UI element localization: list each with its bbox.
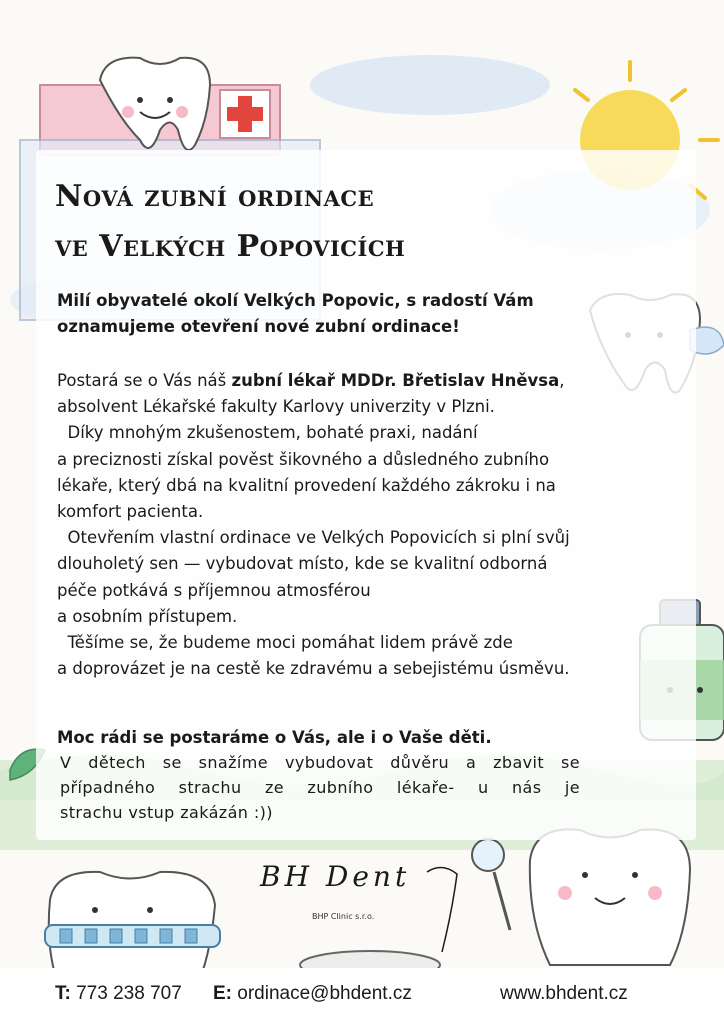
- body-line: Díky mnohým zkušenostem, bohaté praxi, nadání: [57, 423, 478, 443]
- body-line: a doprovázet je na cestě ke zdravému a sebejistému úsměvu.: [57, 659, 570, 679]
- body-line: lékaře, který dbá na kvalitní provedení každého zákroku i na: [57, 475, 556, 495]
- intro-line-2: oznamujeme otevření nové zubní ordinace!: [57, 317, 460, 336]
- body-line: absolvent Lékařské fakulty Karlovy univerzity v Plzni.: [57, 397, 495, 417]
- body-suffix: ,: [559, 371, 565, 390]
- phone-label: T:: [55, 983, 71, 1004]
- body-line: péče potkává s příjemnou atmosférou: [57, 580, 371, 600]
- website-link[interactable]: www.bhdent.cz: [500, 983, 628, 1004]
- logo-name: BH Dent: [260, 860, 411, 893]
- body-line: dlouholetý sen — vybudovat místo, kde se kvalitní odborná: [57, 554, 548, 574]
- body-prefix: Postará se o Vás náš: [57, 371, 232, 390]
- footer-email: [213, 983, 412, 1005]
- kids-line-2: případného strachu ze zubního lékaře- u nás je: [60, 778, 580, 797]
- intro-paragraph: [57, 288, 617, 340]
- phone-number[interactable]: 773 238 707: [76, 983, 182, 1004]
- body-line: a preciznosti získal pověst šikovného a důsledného zubního: [57, 449, 550, 469]
- logo-company: BHP Clinic s.r.o.: [312, 912, 375, 921]
- email-link[interactable]: ordinace@bhdent.cz: [237, 983, 412, 1004]
- body-line-first: [57, 368, 697, 394]
- kids-paragraph: [60, 750, 580, 825]
- title-line-1: Nová zubní ordinace: [55, 179, 375, 214]
- dentist-name: zubní lékař MDDr. Břetislav Hněvsa: [231, 371, 560, 390]
- email-label: E:: [213, 983, 232, 1004]
- body-line: Těšíme se, že budeme moci pomáhat lidem právě zde: [57, 633, 513, 653]
- body-line: komfort pacienta.: [57, 502, 204, 522]
- page-title: [55, 172, 655, 272]
- kids-line-1: V dětech se snažíme vybudovat důvěru a zbavit se: [60, 753, 580, 772]
- body-paragraph: [57, 368, 697, 682]
- intro-line-1: Milí obyvatelé okolí Velkých Popovic, s radostí Vám: [57, 291, 534, 310]
- body-line: a osobním přístupem.: [57, 606, 238, 626]
- footer-phone: [55, 983, 182, 1005]
- body-line: Otevřením vlastní ordinace ve Velkých Popovicích si plní svůj: [57, 528, 570, 548]
- kids-heading: Moc rádi se postaráme o Vás, ale i o Vaše děti.: [57, 728, 492, 747]
- title-line-2: ve Velkých Popovicích: [55, 229, 406, 264]
- kids-line-3: strachu vstup zakázán :)): [60, 803, 273, 822]
